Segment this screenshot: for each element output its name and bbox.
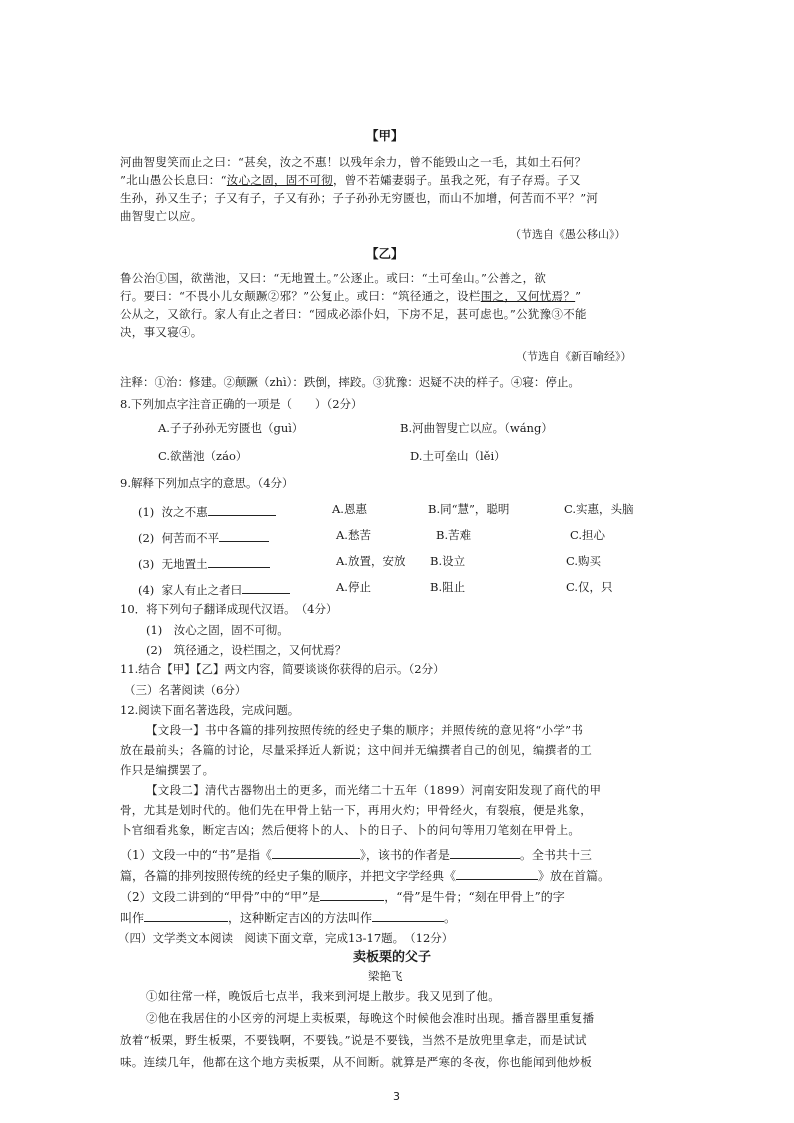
section-4-heading: （四）文学类文本阅读 阅读下面文章，完成13-17题。 （12分） [118,931,454,945]
q12-item-1-line-2: 篇，各篇的排列按照传统的经史子集的顺序，并把文字学经典《 》放在首篇。 [120,869,611,883]
q11-stem: 11.结合【甲】【乙】两文内容，简要谈谈你获得的启示。（2分） [120,662,445,676]
yi-line-4: 决，事又寝④。 [120,325,203,339]
q10-sentence-2: (2) 筑径通之，设栏围之，又何忧焉？ [146,643,347,657]
q12-blank-book[interactable] [272,846,360,859]
q9-row-4-b: B.阻止 [430,580,466,594]
yi-line-1: 鲁公治①国，欲凿池，又曰：“无地置土。”公逐止。或曰：“土可垒山。”公善之，欲 [120,271,547,285]
q8-option-a: A.子子孙孙无穷匮也（guì） [158,421,304,435]
q9-row-3-b: B.设立 [430,554,466,568]
q9-row-4-a: A.停止 [336,580,371,594]
jia-line-3: 生孙，孙又生子；子又有子，子又有孙；子子孙孙无穷匮也，而山不加增，何苦而不平？”河 [120,191,599,205]
q12-item-2-line-1: （2）文段二讲到的“甲骨”中的“甲”是 ，“骨”是牛骨；“刻在甲骨上”的字 [120,890,565,904]
section-heading-yi: 【乙】 [366,246,404,261]
section-3-heading: （三）名著阅读（6分） [124,683,247,697]
q10-sentence-1: (1) 汝心之固，固不可彻。 [146,623,289,637]
yi-line-3: 公从之，又欲行。家人有止之者曰：“园成必添仆妇，下房不足，甚可虑也。”公犹豫③不能 [120,307,587,321]
page-number: 3 [393,1090,400,1103]
q12-blank-jia[interactable] [320,888,384,901]
jia-line-2: ”北山愚公长息曰：“汝心之固，固不可彻，曾不若孀妻弱子。虽我之死，有子存焉。子又 [120,173,581,187]
article-paragraph-1: ①如往常一样，晚饭后七点半，我来到河堤上散步。我又见到了他。 [146,989,500,1003]
jia-source: （节选自《愚公移山》） [510,228,626,241]
q9-row-2: (2) 何苦而不平 [138,529,269,546]
section-heading-jia: 【甲】 [366,128,404,143]
q9-row-1-b: B.同“慧”，聪明 [428,502,510,516]
q12-passage-2-line-3: 卜官细看兆象，断定吉凶；然后便将卜的人、卜的日子、卜的问句等用刀笔刻在甲骨上。 [120,823,581,837]
q8-option-b: B.河曲智叟亡以应。（wáng） [400,421,553,435]
q9-row-3-a: A.放置，安放 [336,554,406,568]
article-paragraph-2-line-1: ②他在我居住的小区旁的河堤上卖板栗，每晚这个时候他会准时出现。播音器里重复播 [146,1011,595,1025]
article-author: 梁艳飞 [368,969,403,983]
article-paragraph-2-line-3: 味。连续几年，他都在这个地方卖板栗，从不间断。就算是严寒的冬夜，你也能闻到他炒板 [120,1055,592,1069]
q9-row-2-a: A.愁苦 [336,528,371,542]
q12-item-1-line-1: （1）文段一中的“书”是指《 》，该书的作者是 。全书共十三 [120,848,592,862]
q12-blank-author[interactable] [450,846,520,859]
q12-passage-1-line-3: 作只是编撰罢了。 [120,763,215,777]
q9-row-1: (1) 汝之不惠 [138,503,276,520]
q12-blank-script[interactable] [144,909,228,922]
q8-option-d: D.土可垒山（lěi） [410,449,506,463]
q9-row-1-c: C.实惠，头脑 [564,502,634,516]
q12-passage-1-line-2: 放在最前头；各篇的讨论，尽量采择近人新说；这中间并无编撰者自己的创见，编撰者的工 [120,743,592,757]
q9-row-4-c: C.仅，只 [566,580,613,594]
article-title: 卖板栗的父子 [353,950,432,965]
q12-passage-2-line-2: 骨，尤其是划时代的。他们先在甲骨上钻一下，再用火灼；甲骨经火，有裂痕，便是兆象， [120,803,592,817]
q9-row-2-b: B.苦难 [436,528,472,542]
q10-stem: 10．将下列句子翻译成现代汉语。 （4分） [120,602,338,616]
q9-row-3-c: C.购买 [566,554,602,568]
q12-passage-1-line-1: 【文段一】书中各篇的排列按照传统的经史子集的顺序；并照传统的意见将“小学”书 [146,723,584,737]
jia-underlined-phrase: 汝心之固，固不可彻 [226,173,333,187]
yi-source: （节选自《新百喻经》） [516,350,632,363]
q12-passage-2-line-1: 【文段二】清代古器物出土的更多，而光绪二十五年（1899）河南安阳发现了商代的甲 [146,783,602,797]
annotations: 注释：①治：修建。②颠蹶（zhì）：跌倒，摔跤。③犹豫：迟疑不决的样子。④寝：停止。 [120,375,580,389]
q8-stem: 8.下列加点字注音正确的一项是（ ）（2分） [120,397,363,411]
q12-item-2-line-2: 叫作 ，这种断定吉凶的方法叫作 。 [120,911,457,925]
q9-row-4: (4) 家人有止之者曰 [138,581,290,598]
q12-stem: 12.阅读下面名著选段，完成问题。 [120,703,300,717]
jia-line-1: 河曲智叟笑而止之曰：“甚矣，汝之不惠！以残年余力，曾不能毁山之一毛，其如土石何？ [120,155,587,169]
yi-line-2: 行。要曰：“不畏小儿女颠蹶②邪？”公复止。或曰：“筑径通之，设栏围之，又何忧焉？” [120,289,582,303]
q9-row-1-a: A.恩惠 [332,502,367,516]
jia-line-4: 曲智叟亡以应。 [120,209,203,223]
q12-blank-method[interactable] [372,909,444,922]
q9-row-2-c: C.担心 [570,528,606,542]
q9-row-3: (3) 无地置土 [138,555,270,572]
q12-blank-classic[interactable] [456,867,538,880]
article-paragraph-2-line-2: 放着“板栗，野生板栗，不要钱啊，不要钱。”说是不要钱，当然不是放兜里拿走，而是试试 [120,1033,587,1047]
q8-option-c: C.欲凿池（záo） [158,449,248,463]
yi-underlined-phrase: 围之，又何忧焉？ [480,289,576,303]
q9-stem: 9.解释下列加点字的意思。（4分） [120,476,294,490]
